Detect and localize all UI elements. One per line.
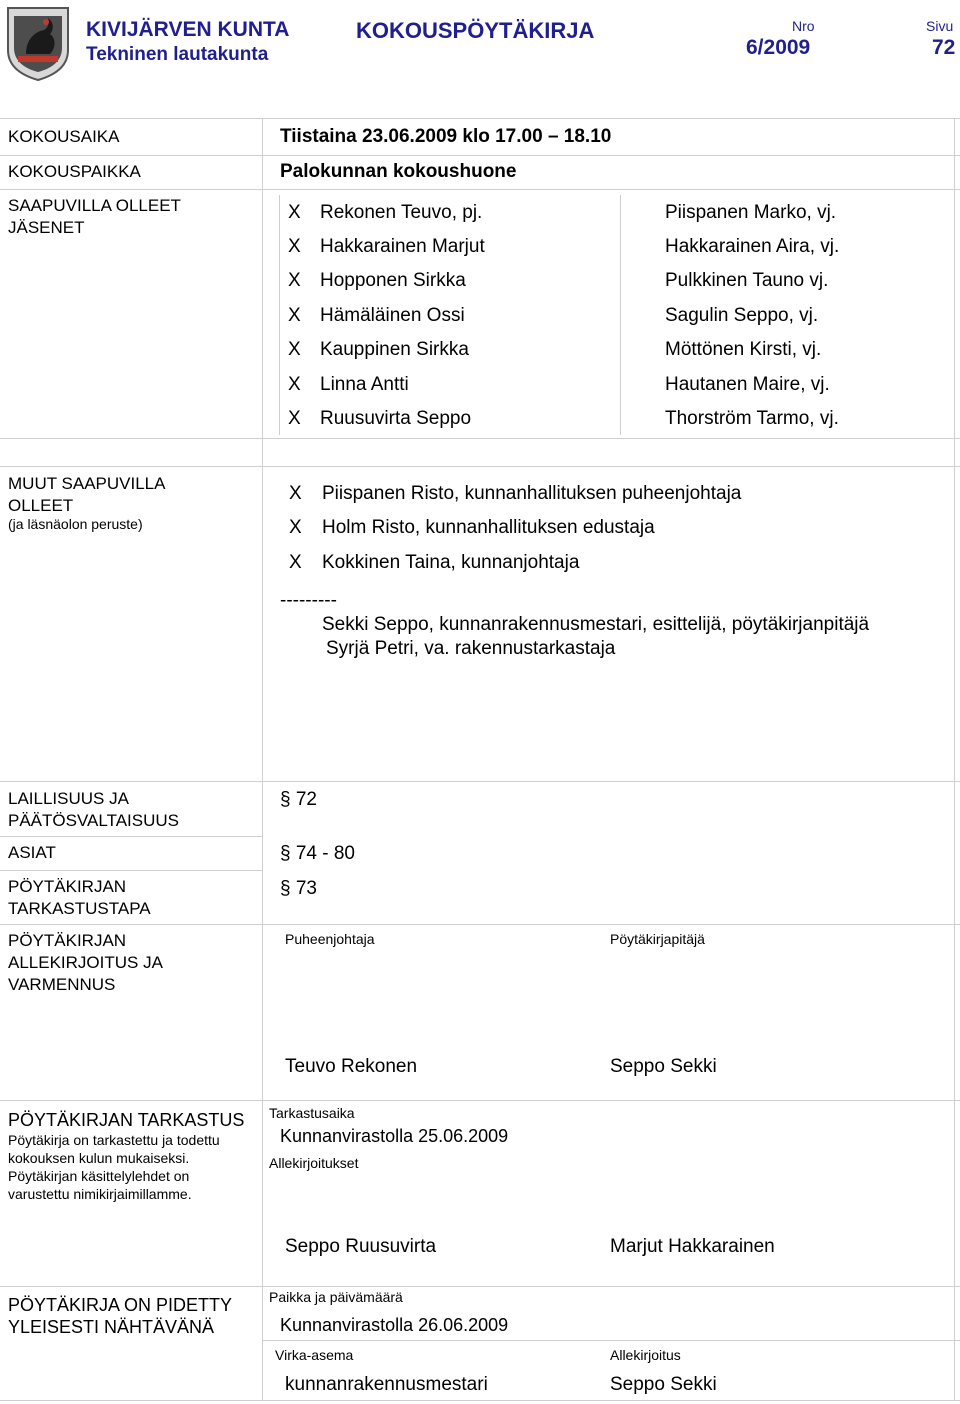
legality-label-line: PÄÄTÖSVALTAISUUS (8, 811, 179, 830)
attendance-mark: X (289, 517, 302, 538)
member-name: Hämäläinen Ossi (320, 305, 465, 326)
attendance-mark: X (288, 236, 301, 257)
review-note-line: varustettu nimikirjaimillamme. (8, 1186, 192, 1202)
attendance-mark: X (288, 270, 301, 291)
meeting-place-value: Palokunnan kokoushuone (280, 161, 517, 182)
members-label-line: JÄSENET (8, 218, 85, 237)
place-date-label: Paikka ja päivämäärä (269, 1289, 403, 1305)
others-label-note: (ja läsnäolon peruste) (8, 516, 143, 532)
other-attendee: Syrjä Petri, va. rakennustarkastaja (326, 638, 616, 659)
coat-of-arms-logo (4, 4, 72, 82)
number-value: 6/2009 (746, 36, 811, 59)
public-label-line: PÖYTÄKIRJA ON PIDETTY (8, 1295, 233, 1315)
chair-label: Puheenjohtaja (285, 931, 375, 947)
review-method-label-line: PÖYTÄKIRJAN (8, 877, 127, 896)
rule (262, 1340, 960, 1341)
secretary-label: Pöytäkirjapitäjä (610, 931, 705, 947)
attendance-mark: X (289, 483, 302, 504)
signature-field-value: Seppo Sekki (610, 1374, 717, 1395)
rule-bottom (0, 1400, 960, 1401)
place-date-value: Kunnanvirastolla 26.06.2009 (280, 1315, 509, 1335)
other-attendee: Sekki Seppo, kunnanrakennusmestari, esittelijä, pöytäkirjanpitäjä (322, 614, 870, 635)
review-time-label: Tarkastusaika (269, 1105, 355, 1121)
attendance-mark: X (288, 408, 301, 429)
signature-label (8, 930, 163, 996)
deputy-name: Sagulin Seppo, vj. (665, 305, 819, 326)
organization-name: KIVIJÄRVEN KUNTA (86, 18, 290, 41)
rule (0, 1100, 960, 1101)
signature-label-line: VARMENNUS (8, 975, 116, 994)
reviewer-name: Seppo Ruusuvirta (285, 1236, 437, 1257)
others-label-line: OLLEET (8, 496, 74, 515)
public-label (8, 1294, 232, 1338)
column-divider (262, 118, 263, 1400)
public-label-line: YLEISESTI NÄHTÄVÄNÄ (8, 1317, 215, 1337)
review-method-label-line: TARKASTUSTAPA (8, 899, 151, 918)
review-note-line: Pöytäkirjan käsittelylehdet on (8, 1168, 190, 1184)
separator-text: --------- (280, 590, 337, 611)
rule (0, 155, 960, 156)
member-name: Ruusuvirta Seppo (320, 408, 472, 429)
rule (0, 781, 960, 782)
deputy-name: Piispanen Marko, vj. (665, 202, 837, 223)
other-attendee: Piispanen Risto, kunnanhallituksen puheenjohtaja (322, 483, 742, 504)
others-label-line: MUUT SAAPUVILLA (8, 474, 166, 493)
number-label: Nro (792, 18, 815, 34)
column-divider (954, 118, 955, 1400)
review-signatures-label: Allekirjoitukset (269, 1155, 359, 1171)
review-note-line: Pöytäkirja on tarkastettu ja todettu (8, 1132, 220, 1148)
attendance-mark: X (288, 374, 301, 395)
rule (0, 924, 960, 925)
legality-label (8, 788, 179, 832)
rule-top (0, 118, 960, 119)
rule (0, 1286, 960, 1287)
reviewer-name: Marjut Hakkarainen (610, 1236, 775, 1257)
deputy-name: Thorström Tarmo, vj. (665, 408, 839, 429)
deputy-name: Pulkkinen Tauno vj. (665, 270, 829, 291)
members-label (8, 195, 181, 239)
rule (0, 836, 262, 837)
items-label: ASIAT (8, 843, 56, 862)
page-label: Sivu (926, 18, 954, 34)
member-name: Rekonen Teuvo, pj. (320, 202, 483, 223)
member-name: Linna Antti (320, 374, 409, 395)
position-label: Virka-asema (275, 1347, 354, 1363)
others-label (8, 473, 165, 517)
meeting-time-value: Tiistaina 23.06.2009 klo 17.00 – 18.10 (280, 126, 612, 147)
document-type: KOKOUSPÖYTÄKIRJA (356, 18, 595, 43)
signature-field-label: Allekirjoitus (610, 1347, 681, 1363)
member-name: Hopponen Sirkka (320, 270, 466, 291)
attendance-mark: X (288, 339, 301, 360)
review-note-line: kokouksen kulun mukaiseksi. (8, 1150, 190, 1166)
secretary-name: Seppo Sekki (610, 1056, 717, 1077)
member-name: Hakkarainen Marjut (320, 236, 485, 257)
board-name: Tekninen lautakunta (86, 44, 269, 65)
items-value: § 74 - 80 (280, 843, 355, 864)
member-name: Kauppinen Sirkka (320, 339, 469, 360)
review-method-label (8, 876, 151, 920)
meeting-time-label: KOKOUSAIKA (8, 127, 120, 146)
column-divider (279, 195, 280, 435)
signature-label-line: ALLEKIRJOITUS JA (8, 953, 163, 972)
rule (0, 466, 960, 467)
chair-name: Teuvo Rekonen (285, 1056, 418, 1077)
signature-label-line: PÖYTÄKIRJAN (8, 931, 127, 950)
review-method-value: § 73 (280, 878, 317, 899)
attendance-mark: X (288, 305, 301, 326)
legality-label-line: LAILLISUUS JA (8, 789, 129, 808)
page-value: 72 (932, 36, 956, 59)
deputy-name: Möttönen Kirsti, vj. (665, 339, 822, 360)
review-time-value: Kunnanvirastolla 25.06.2009 (280, 1126, 509, 1146)
other-attendee: Kokkinen Taina, kunnanjohtaja (322, 552, 580, 573)
other-attendee: Holm Risto, kunnanhallituksen edustaja (322, 517, 655, 538)
position-value: kunnanrakennusmestari (285, 1374, 488, 1395)
review-note (8, 1131, 220, 1203)
column-divider (620, 195, 621, 435)
attendance-mark: X (289, 552, 302, 573)
rule (0, 870, 262, 871)
attendance-mark: X (288, 202, 301, 223)
rule (0, 438, 960, 439)
rule (0, 189, 960, 190)
deputy-name: Hautanen Maire, vj. (665, 374, 830, 395)
members-label-line: SAAPUVILLA OLLEET (8, 196, 181, 215)
legality-value: § 72 (280, 789, 317, 810)
review-label: PÖYTÄKIRJAN TARKASTUS (8, 1110, 245, 1130)
deputy-name: Hakkarainen Aira, vj. (665, 236, 840, 257)
meeting-place-label: KOKOUSPAIKKA (8, 162, 141, 181)
